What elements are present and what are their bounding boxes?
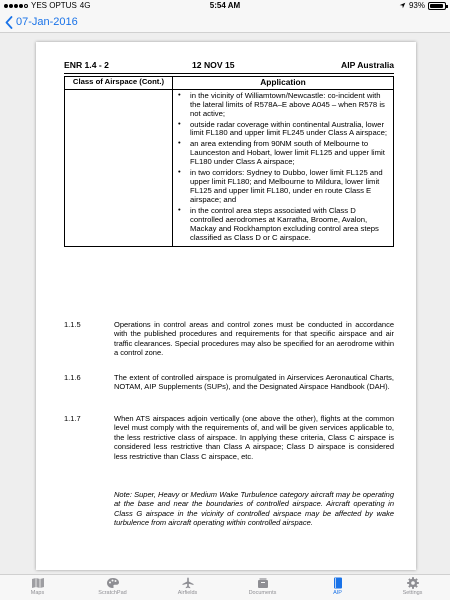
document-header	[64, 60, 394, 74]
tab-documents[interactable]	[225, 575, 300, 600]
tab-label: Maps	[30, 590, 45, 596]
map-icon	[31, 577, 45, 589]
effective-date: 12 NOV 15	[192, 60, 235, 70]
location-arrow-icon	[399, 2, 406, 9]
paragraph-1-1-6	[64, 373, 394, 392]
section-reference: ENR 1.4 - 2	[64, 60, 109, 70]
list-item	[177, 140, 390, 167]
list-item-text: an area extending from 90NM south of Melbourne to Launceston and Hobart, lower limit FL125 and upper limit FL180 under Class A airspace;	[190, 139, 385, 167]
publication-title: AIP Australia	[340, 60, 394, 70]
list-item	[177, 169, 390, 205]
paragraph-number: 1.1.5	[64, 320, 81, 329]
application-header: Application	[173, 77, 394, 90]
paragraph-text: Operations in control areas and control zones must be conducted in accordance with the published procedures and requirements for that specific airspace and air traffic clearances. Special procedures may also be specified for an aerodrome within a control zone.	[114, 320, 395, 358]
tab-aip[interactable]	[300, 575, 375, 600]
tab-maps[interactable]	[0, 575, 75, 600]
note-text: Note: Super, Heavy or Medium Wake Turbulence category aircraft may be operating at the base and near the boundaries of controlled airspace. Aircraft operating in Class G airspace in the vicinity of controlled airspace may be affected by wake turbulence from aircraft operating within controlled airspace.	[114, 490, 394, 528]
status-bar	[0, 0, 450, 12]
paragraph-text: When ATS airspaces adjoin vertically (one above the other), flights at the common level must comply with the requirements of, and will be given services applicable to, the less restrictive class of airspace. In applying these criteria, Class C airspace is considered less restrictive than Class A airspace; Class D airspace is considered less restrictive than Class C airspace, etc.	[114, 414, 394, 461]
class-cell	[65, 89, 173, 246]
tab-label: AIP	[333, 590, 342, 596]
bullet: •	[178, 89, 181, 99]
application-cell	[173, 89, 394, 246]
list-item	[177, 89, 390, 119]
clock: 5:54 AM	[209, 1, 241, 10]
bullet: •	[178, 138, 181, 148]
battery-group	[399, 1, 446, 10]
list-item-text: in the control area steps associated with Class D controlled aerodromes at Karratha, Broome, Avalon, Mackay and Rockhampton excluding control area steps classified as Class D or C airspace.	[190, 205, 379, 242]
paragraph-number: 1.1.7	[64, 414, 81, 423]
airspace-table	[64, 76, 394, 247]
list-item-text: in the vicinity of Williamtown/Newcastle: co-incident with the lateral limits of R578A–E above A045 – when R578 is not active;	[190, 90, 385, 118]
carrier-name: YES OPTUS	[31, 1, 77, 10]
back-button-label: 07-Jan-2016	[16, 16, 78, 28]
book-icon	[331, 577, 345, 589]
navigation-bar	[0, 12, 450, 33]
tab-label: Airfields	[177, 590, 198, 596]
paragraph-1-1-5	[64, 320, 394, 358]
battery-percent: 93%	[408, 1, 425, 10]
bullet: •	[178, 167, 181, 177]
bullet: •	[178, 118, 181, 128]
tab-label: Documents	[248, 590, 277, 596]
palette-icon	[106, 577, 120, 589]
application-list	[177, 89, 390, 243]
documents-icon	[256, 577, 270, 589]
tab-label: Settings	[402, 590, 423, 596]
chevron-left-icon	[5, 16, 13, 29]
document-page[interactable]	[36, 42, 416, 570]
list-item	[177, 204, 390, 243]
tab-airfields[interactable]	[150, 575, 225, 600]
note-block	[64, 490, 394, 528]
list-item-text: in two corridors: Sydney to Dubbo, lower limit FL125 and upper limit FL180; and Melbourne to Mildura, lower limit FL125 and upper limit FL180, under en route Class E airspace; and	[190, 168, 383, 204]
table-row	[65, 89, 394, 246]
tab-settings[interactable]	[375, 575, 450, 600]
paragraph-text: The extent of controlled airspace is promulgated in Airservices Aeronautical Charts, NOTAM, AIP Supplements (SUPs), and the Designated Airspace Handbook (DAH).	[114, 373, 394, 392]
bullet: •	[178, 204, 181, 214]
paragraph-1-1-7	[64, 414, 394, 461]
airplane-icon	[181, 577, 195, 589]
paragraph-number: 1.1.6	[64, 373, 81, 382]
gear-icon	[406, 577, 420, 589]
class-of-airspace-header: Class of Airspace (Cont.)	[65, 77, 173, 90]
list-item	[177, 118, 390, 139]
battery-level-fill	[430, 4, 443, 8]
back-button[interactable]	[5, 14, 78, 30]
tab-bar	[0, 574, 450, 600]
battery-icon	[428, 2, 446, 10]
network-type: 4G	[79, 1, 91, 10]
tab-label: ScratchPad	[98, 590, 127, 596]
tab-scratchpad[interactable]	[75, 575, 150, 600]
list-item-text: outside radar coverage within continental Australia, lower limit FL180 and upper limit FL245 under Class A airspace;	[190, 119, 387, 138]
